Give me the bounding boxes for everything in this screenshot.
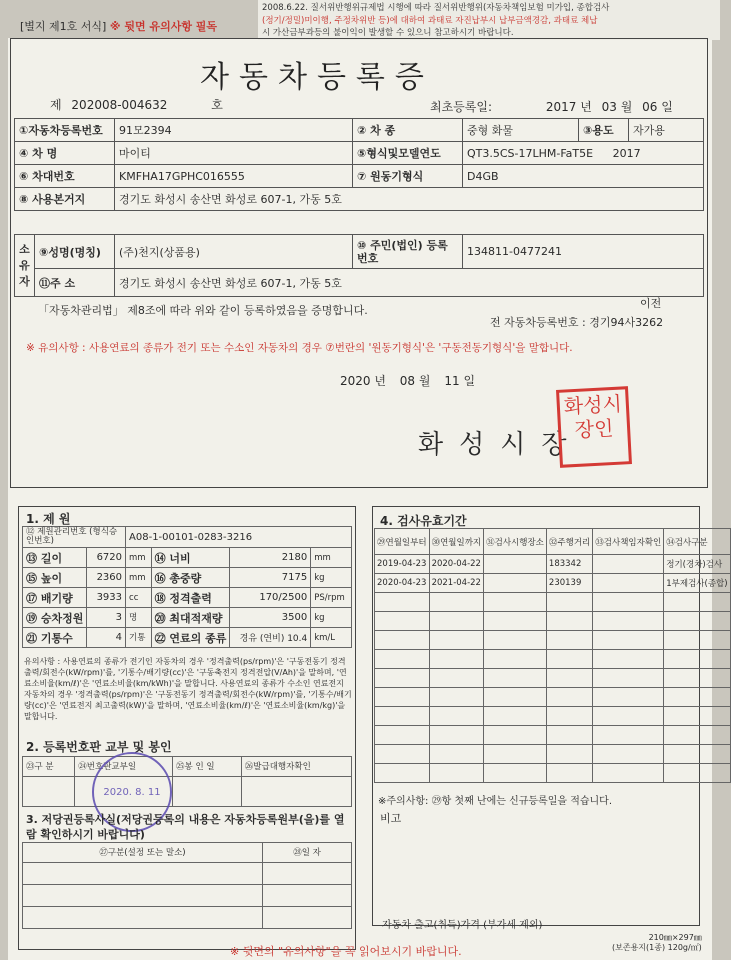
insp-cell: [593, 574, 664, 593]
use-value: 자가용: [629, 119, 704, 142]
mortgage-table: [22, 842, 352, 929]
insp-cell: [429, 707, 484, 726]
insp-cell: 2020-04-22: [429, 555, 484, 574]
insp-header: ㉜주행거리: [546, 529, 592, 555]
insp-cell: [546, 726, 592, 745]
insp-cell: [664, 612, 730, 631]
insp-cell: [664, 669, 730, 688]
insp-header: ㉝검사책임자확인: [593, 529, 664, 555]
insp-cell: [546, 631, 592, 650]
spec-unit: 기통: [126, 628, 152, 648]
insp-cell: [546, 612, 592, 631]
insp-cell: 2020-04-23: [375, 574, 430, 593]
insp-cell: [593, 707, 664, 726]
mgmt-value: A08-1-00101-0283-3216: [126, 527, 352, 548]
first-reg-day: 06: [642, 100, 658, 114]
first-reg-label: 최초등록일:: [430, 100, 493, 114]
spec-value: 3933: [87, 588, 126, 608]
insp-header: ㉚연월일까지: [429, 529, 484, 555]
insp-cell: [375, 688, 430, 707]
insp-cell: [484, 707, 547, 726]
insp-cell: [484, 726, 547, 745]
top-notice-line: (정기/정밀)미이행, 주정차위반 등)에 대하여 과태료 자진납부시 납부금액경감, 과태료 체납: [262, 15, 598, 26]
spec-unit: 명: [126, 608, 152, 628]
number-value: 202008-004632: [71, 98, 168, 112]
vin-label: ⑥ 차대번호: [15, 165, 115, 188]
base-value: 경기도 화성시 송산면 화성로 607-1, 가동 5호: [115, 188, 704, 211]
spec-value: 4: [87, 628, 126, 648]
owner-table: [14, 234, 704, 297]
insp-cell: [664, 688, 730, 707]
type-label: ② 차 종: [353, 119, 463, 142]
top-notice-line: 2008.6.22. 질서위반행위규제법 시행에 따라 질서위반행위(자동차책임보험 미가입, 종합검사: [262, 3, 610, 13]
month-unit: 월: [418, 374, 431, 388]
form-header: [20, 18, 217, 34]
first-reg-month: 03: [601, 100, 617, 114]
insp-cell: [546, 593, 592, 612]
insp-cell: [484, 593, 547, 612]
paper-type: (보존용지(1종) 120g/㎡): [612, 943, 702, 952]
base-label: ⑧ 사용본거지: [15, 188, 115, 211]
insp-cell: [664, 726, 730, 745]
inspection-title: 4. 검사유효기간: [380, 514, 467, 528]
plate-cell: [23, 777, 75, 807]
table-row: [375, 574, 731, 593]
spec-label: ⑮ 높이: [23, 568, 87, 588]
spec-label: ⑯ 총중량: [151, 568, 230, 588]
insp-cell: [593, 612, 664, 631]
spec-label: ⑰ 배기량: [23, 588, 87, 608]
spec-unit: mm: [311, 548, 352, 568]
type-value: 중형 화물: [463, 119, 579, 142]
mortgage-cell: [263, 863, 352, 885]
insp-cell: [429, 669, 484, 688]
insp-cell: [484, 650, 547, 669]
owner-name-value: (주)천지(상품용): [115, 235, 353, 269]
stamp-date: 2020. 8. 11: [103, 787, 161, 798]
spec-label: ㉑ 기통수: [23, 628, 87, 648]
spec-value: 7175: [230, 568, 311, 588]
issue-date: [340, 372, 475, 389]
insp-cell: [429, 688, 484, 707]
month-unit: 월: [620, 100, 633, 114]
spec-value: 2360: [87, 568, 126, 588]
top-notice: [258, 0, 720, 40]
mortgage-cell: [23, 885, 263, 907]
reg-no-value: 91모2394: [115, 119, 353, 142]
plate-cell: [173, 777, 242, 807]
owner-addr-value: 경기도 화성시 송산면 화성로 607-1, 가동 5호: [115, 269, 704, 297]
paper-size: [612, 933, 702, 953]
insp-cell: [375, 612, 430, 631]
transfer-label: 이전: [640, 297, 662, 310]
insp-cell: [546, 764, 592, 783]
mortgage-cell: [23, 863, 263, 885]
owner-addr-label: ⑪주 소: [35, 269, 115, 297]
insp-cell: [429, 593, 484, 612]
insp-cell: [429, 726, 484, 745]
insp-cell: [546, 650, 592, 669]
first-reg-year: 2017: [545, 100, 577, 114]
first-registration-date: [430, 98, 673, 115]
owner-name-label: ⑨성명(명칭): [35, 235, 115, 269]
spec-label: ⑭ 너비: [151, 548, 230, 568]
top-notice-line: 시 가산금부과등의 불이익이 발생할 수 있으니 참고하시기 바랍니다.: [262, 28, 514, 38]
insp-cell: 230139: [546, 574, 592, 593]
plate-col-issue: ㉔번호판교부일: [75, 757, 173, 777]
reg-no-label: ①자동차등록번호: [15, 119, 115, 142]
fuel-notice: ※ 유의사항 : 사용연료의 종류가 전기 또는 수소인 자동차의 경우 ⑦번란의 '원동기형식'은 '구동전동기형식'을 말합니다.: [26, 342, 573, 354]
insp-cell: [664, 650, 730, 669]
insp-cell: [593, 593, 664, 612]
plate-col-seal: ㉕봉 인 일: [173, 757, 242, 777]
vehicle-info-table: [14, 118, 704, 211]
insp-header: ㉙연월일부터: [375, 529, 430, 555]
spec-value: 3500: [230, 608, 311, 628]
owner-side-label: 소유자: [15, 235, 35, 297]
insp-cell: [375, 745, 430, 764]
inspection-note: ※주의사항: ㉙항 첫째 난에는 신규등록일을 적습니다.: [378, 796, 613, 807]
insp-cell: [375, 631, 430, 650]
engine-value: D4GB: [463, 165, 704, 188]
issue-day: 11: [444, 374, 460, 388]
engine-label: ⑦ 원동기형식: [353, 165, 463, 188]
insp-cell: [375, 593, 430, 612]
mortgage-cell: [23, 907, 263, 929]
insp-header: ㉛검사시행장소: [484, 529, 547, 555]
number-suffix: 호: [211, 98, 223, 112]
spec-value: 2180: [230, 548, 311, 568]
insp-cell: [429, 612, 484, 631]
spec-unit: PS/rpm: [311, 588, 352, 608]
insp-cell: [664, 631, 730, 650]
seal-text: 화성시장인: [563, 391, 623, 442]
insp-cell: [546, 745, 592, 764]
spec-label: ⑬ 길이: [23, 548, 87, 568]
insp-cell: [484, 745, 547, 764]
insp-cell: [593, 650, 664, 669]
back-warning: ※ 뒷면 유의사항 필독: [109, 20, 218, 33]
insp-cell: [375, 764, 430, 783]
model-value: [463, 142, 704, 165]
insp-cell: [484, 764, 547, 783]
model-label: ⑤형식및모델연도: [353, 142, 463, 165]
official-seal-icon: [556, 386, 632, 468]
issue-year: 2020: [340, 374, 371, 388]
insp-cell: [593, 688, 664, 707]
number-prefix: 제: [50, 98, 62, 112]
insp-cell: [664, 593, 730, 612]
insp-cell: 183342: [546, 555, 592, 574]
spec-label: ⑳ 최대적재량: [151, 608, 230, 628]
mortgage-cell: [263, 907, 352, 929]
spec-value: 6720: [87, 548, 126, 568]
spec-unit: mm: [126, 548, 152, 568]
insp-cell: [375, 650, 430, 669]
footer-warning: ※ 뒷면의 "유의사항"을 꼭 읽어보시기 바랍니다.: [230, 945, 462, 958]
insp-cell: [484, 612, 547, 631]
mortgage-cell: [263, 885, 352, 907]
insp-cell: [484, 688, 547, 707]
use-label: ③용도: [579, 119, 629, 142]
insp-cell: [484, 631, 547, 650]
name-label: ④ 차 명: [15, 142, 115, 165]
insp-cell: [429, 745, 484, 764]
table-row: [375, 555, 731, 574]
owner-id-value: 134811-0477241: [463, 235, 704, 269]
acquisition-price-label: 자동차 출고(취득)가격 (부가세 제외): [382, 920, 543, 931]
insp-cell: [593, 631, 664, 650]
insp-cell: [593, 764, 664, 783]
spec-value: 경유 (연비) 10.4: [230, 628, 311, 648]
plate-table: [22, 756, 352, 807]
insp-cell: [375, 669, 430, 688]
spec-value: 170/2500: [230, 588, 311, 608]
spec-note: 유의사항 : 사용연료의 종류가 전기인 자동차의 경우 '정격출력(ps/rpm)'은 '구동전동기 정격 출력/회전수(kW/rpm)'를, '기통수/배기량(cc)'은 '구동축전지 정격전압(V/Ah)'을 말하며, '연료소비율(km/ℓ)'은 '연료소비율(km/kWh)'을 말합니다. 사용연료의 종류가 수소인 연료전지 자동차의 경우 '정격출력(ps/rpm)'은 '구동전동기 정격출력/회전수(kW/rpm)'를, '기통수/배기량(cc)'은 '연료전지 최고출력(kW)'을 말하며, '연료소비율(km/ℓ)'은 '연료소비율(km/kg)'을 말합니다.: [24, 657, 352, 721]
name-value: 마이티: [115, 142, 353, 165]
mortgage-title: 3. 저당권등록사실(저당권등록의 내용은 자동차등록원부(을)를 열람 확인하시기 바랍니다): [26, 813, 345, 841]
day-unit: 일: [661, 100, 673, 114]
insp-cell: [593, 745, 664, 764]
spec-label: ⑱ 정격출력: [151, 588, 230, 608]
plate-col-agent: ㉖발급대행자확인: [241, 757, 351, 777]
issuer-name: 화성시장: [418, 430, 583, 460]
plate-col-type: ㉓구 분: [23, 757, 75, 777]
plate-section-title: 2. 등록번호판 교부 및 봉인: [26, 740, 172, 754]
proof-statement: 「자동차관리법」 제8조에 따라 위와 같이 등록하였음을 증명합니다.: [38, 304, 368, 317]
insp-cell: [664, 707, 730, 726]
insp-cell: 2019-04-23: [375, 555, 430, 574]
spec-unit: kg: [311, 568, 352, 588]
insp-cell: [593, 555, 664, 574]
spec-value: 3: [87, 608, 126, 628]
insp-cell: [375, 726, 430, 745]
spec-label: ⑲ 승차정원: [23, 608, 87, 628]
year-unit: 년: [580, 100, 592, 114]
mortgage-col-date: ㉘일 자: [263, 843, 352, 863]
certificate-title: 자동차등록증: [200, 60, 434, 95]
insp-cell: [664, 745, 730, 764]
insp-cell: [546, 669, 592, 688]
insp-cell: 정기(경차)검사: [664, 555, 730, 574]
insp-cell: [593, 726, 664, 745]
insp-cell: [429, 650, 484, 669]
spec-table: [22, 526, 352, 648]
insp-cell: [484, 555, 547, 574]
model-year: 2017: [612, 146, 641, 160]
previous-reg-number: 전 자동차등록번호 : 경기94사3262: [490, 316, 664, 329]
insp-cell: 2021-04-22: [429, 574, 484, 593]
certificate-number: [50, 96, 223, 113]
insp-header: ㉞검사구분: [664, 529, 730, 555]
mgmt-label: ⑫ 제원관리번호 (형식승인번호): [23, 527, 126, 548]
owner-id-label: ⑩ 주민(법인) 등록번호: [353, 235, 463, 269]
vin-value: KMFHA17GPHC016555: [115, 165, 353, 188]
plate-cell: [241, 777, 351, 807]
mortgage-col-type: ㉗구분(설정 또는 말소): [23, 843, 263, 863]
model-code: QT3.5CS-17LHM-FaT5E: [467, 146, 594, 160]
spec-label: ㉒ 연료의 종류: [151, 628, 230, 648]
issue-month: 08: [399, 374, 416, 388]
insp-cell: [429, 764, 484, 783]
spec-unit: mm: [126, 568, 152, 588]
inspection-table: [374, 528, 731, 783]
insp-cell: [484, 669, 547, 688]
spec-unit: kg: [311, 608, 352, 628]
spec-unit: cc: [126, 588, 152, 608]
spec-unit: km/L: [311, 628, 352, 648]
remark-label: 비고: [380, 812, 402, 825]
form-number: [별지 제1호 서식]: [20, 20, 107, 33]
spec-title: 1. 제 원: [26, 512, 71, 526]
insp-cell: [484, 574, 547, 593]
insp-cell: 1부제검사(종합): [664, 574, 730, 593]
insp-cell: [429, 631, 484, 650]
insp-cell: [664, 764, 730, 783]
insp-cell: [546, 688, 592, 707]
insp-cell: [546, 707, 592, 726]
year-unit: 년: [374, 374, 386, 388]
day-unit: 일: [463, 374, 476, 388]
insp-cell: [375, 707, 430, 726]
insp-cell: [593, 669, 664, 688]
paper-dimensions: 210㎜×297㎜: [648, 933, 702, 942]
